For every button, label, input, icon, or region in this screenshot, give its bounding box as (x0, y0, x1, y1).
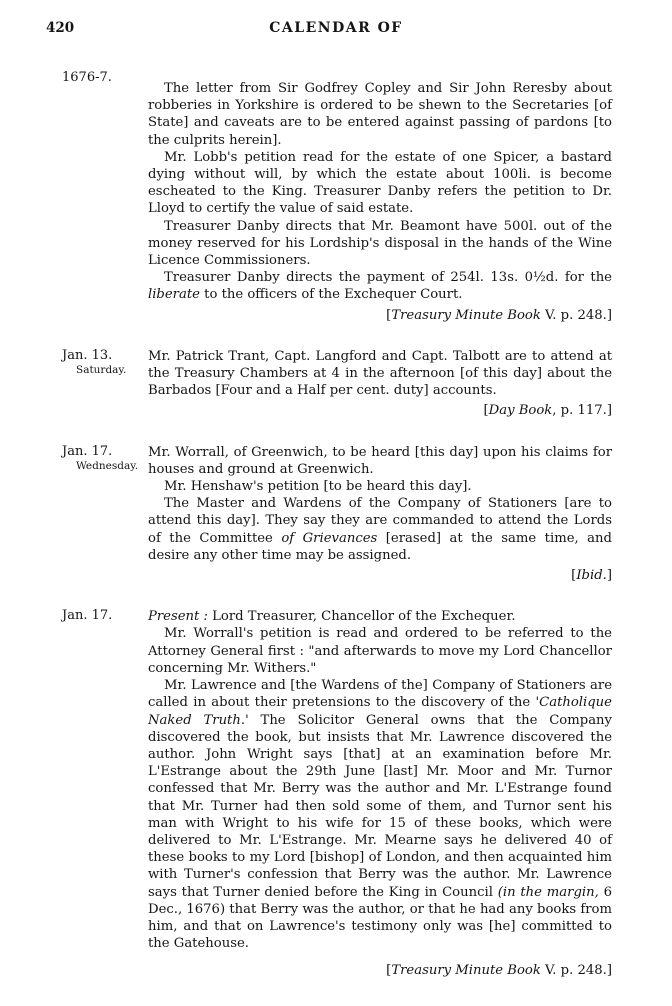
present-label: Present : (148, 609, 208, 625)
paragraph (148, 495, 612, 564)
page-number: 420 (46, 20, 75, 36)
source-citation (148, 567, 612, 584)
source-reference: V. p. 248.] (540, 307, 612, 323)
page-header (0, 20, 672, 44)
paragraph: Mr. Patrick Trant, Capt. Langford and Capt. Talbott are to attend at the Treasury Chambers at 4 in the afternoon [of this day] about the Barbados [Four and a Half per cent. duty] accounts. (148, 348, 612, 399)
source-citation (148, 307, 612, 324)
entry-margin (62, 348, 146, 376)
bracket: [ (386, 963, 392, 979)
source-title: Treasury Minute Book (391, 963, 541, 979)
paragraph (148, 269, 612, 303)
paragraph: Mr. Lobb's petition read for the estate of one Spicer, a bastard dying without will, by which the estate about 100li. is become escheated to the King. Treasurer Danby refers the petition to Dr. Lloyd to certify the value of said estate. (148, 149, 612, 217)
bracket: [ (571, 568, 577, 584)
source-title: Treasury Minute Book (391, 307, 541, 323)
italic-run: liberate (148, 287, 200, 303)
source-title: Ibid. (576, 568, 607, 584)
source-reference: ] (606, 568, 612, 584)
italic-run: (in the margin, (497, 884, 599, 900)
italic-run: of Grievances (281, 530, 378, 546)
entry-body (148, 80, 612, 324)
entry-body (148, 444, 612, 585)
paragraph: Treasurer Danby directs that Mr. Beamont have 500l. out of the money reserved for his Lordship's disposal in the hands of the Wine Licence Commissioners. (148, 218, 612, 269)
entry-weekday: Saturday. (76, 363, 127, 376)
entry-1676-7 (0, 80, 672, 324)
entry-jan-17-present (0, 608, 672, 979)
entry-margin (62, 444, 146, 472)
entry-margin (62, 608, 146, 624)
paragraph (148, 677, 612, 952)
entry-date: Jan. 17. (62, 443, 113, 459)
text-run: The Master and Wardens of the Company of Stationers [are to attend this day]. They say they are commanded to attend the Lords of the Committee (148, 496, 612, 546)
text-run: Mr. Lawrence and [the Wardens of the] Company of Stationers are called in about their pretensions to the discovery of the ' (148, 678, 612, 711)
source-citation (148, 962, 612, 979)
source-citation (148, 402, 612, 419)
calendar-content (0, 80, 672, 980)
entry-body (148, 608, 612, 979)
paragraph: Mr. Worrall's petition is read and ordered to be referred to the Attorney General first : "and afterwards to move my Lord Chancellor concerning Mr. Withers." (148, 626, 612, 676)
source-title: Day Book (488, 403, 553, 419)
paragraph: The letter from Sir Godfrey Copley and Sir John Reresby about robberies in Yorkshire is ordered to be shewn to the Secretaries [of State] and caveats are to be entered against passing of pardons [to the culprits herein]. (148, 81, 612, 148)
text-run: [erased] at the same time, and desire any other time may be assigned. (148, 530, 612, 563)
running-title: CALENDAR OF (269, 20, 403, 36)
present-line (148, 608, 612, 625)
text-run: 6 Dec., 1676) that Berry was the author, or that he had any books from him, and that on Lawrence's testimony only was [he] committed to the Gatehouse. (148, 884, 612, 952)
year-marker: 1676-7. (62, 70, 112, 85)
bracket: [ (386, 307, 392, 323)
text-run: Treasurer Danby directs the payment of 254l. 13s. 0½d. for the (164, 270, 612, 286)
entry-jan-13 (0, 348, 672, 420)
source-reference: , p. 117.] (552, 403, 612, 419)
entry-date: Jan. 13. (62, 347, 113, 363)
present-text: Lord Treasurer, Chancellor of the Exchequer. (207, 609, 516, 625)
source-reference: V. p. 248.] (540, 963, 612, 979)
paragraph: Mr. Worrall, of Greenwich, to be heard [this day] upon his claims for houses and ground at Greenwich. (148, 444, 612, 477)
text-run: ' The Solicitor General owns that the Company discovered the book, but insists that Mr. Lawrence discovered the author. John Wright says [that] at an examination before Mr. L'Estrange about the 29th June [last] Mr. Moor and Mr. Turnor confessed that Mr. Berry was the author and Mr. L'Estrange found that Mr. Turner had then sold some of them, and Turnor sent his man with Wright to his wife for 15 of these books, which were delivered to Mr. L'Estrange. Mr. Mearne says he delivered 40 of these books to my Lord [bishop] of London, and then acquainted him with Turner's confession that Berry was the author. Mr. Lawrence says that Turner denied before the King in Council (148, 712, 612, 900)
entry-date: Jan. 17. (62, 608, 113, 624)
paragraph: Mr. Henshaw's petition [to be heard this day]. (164, 479, 472, 495)
entry-jan-17-wednesday (0, 444, 672, 585)
bracket: [ (483, 403, 489, 419)
entry-body (148, 348, 612, 420)
text-run: to the officers of the Exchequer Court. (199, 287, 463, 303)
italic-run: Catholique Naked Truth. (148, 695, 612, 728)
entry-weekday: Wednesday. (76, 459, 139, 472)
